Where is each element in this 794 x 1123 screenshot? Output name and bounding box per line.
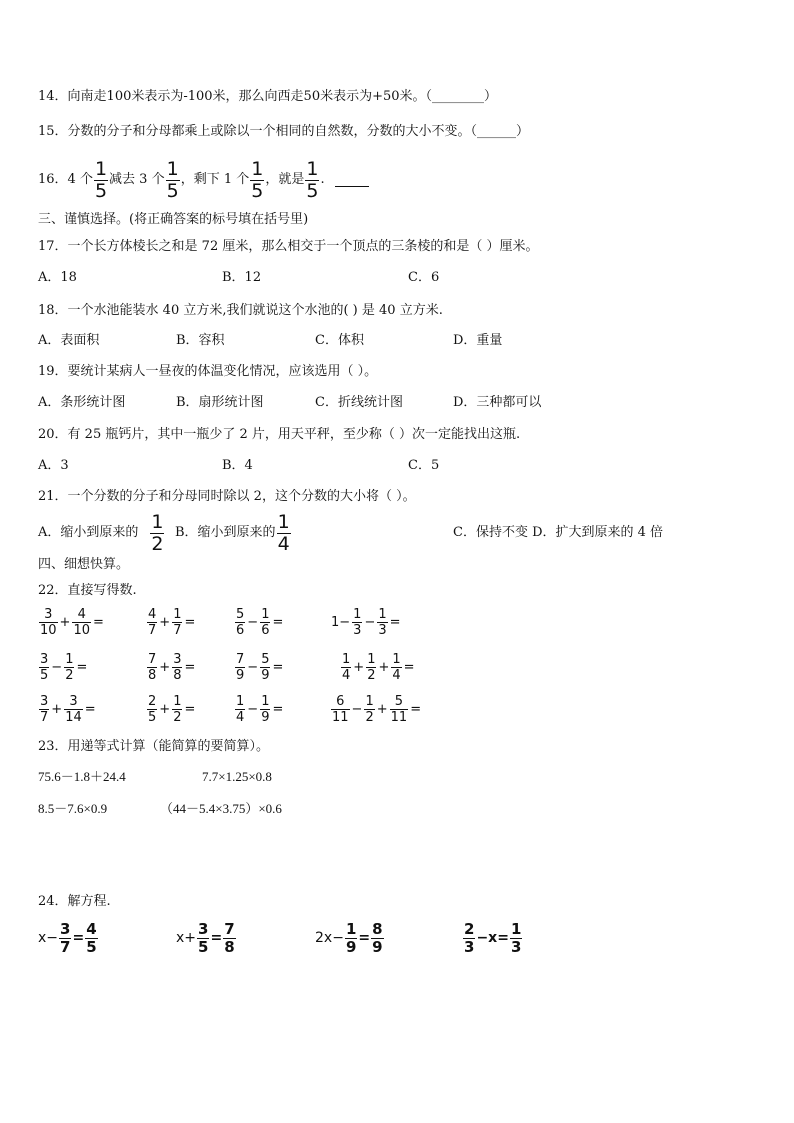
question-16 (38, 158, 369, 202)
operator: + (159, 701, 171, 717)
fraction: $\frac{3}{7}$ (60, 919, 71, 956)
q16-text-3: ，剩下 1 个 (180, 172, 250, 187)
fraction: $\frac{5}{9}$ (261, 651, 270, 683)
equals-sign: = (358, 930, 371, 946)
equation-lhs: x− (38, 930, 59, 946)
fraction: $\frac{1}{3}$ (510, 919, 522, 956)
fraction: $\frac{1}{5}$ (94, 157, 108, 202)
section-3-title: 三、谨慎选择。(将正确答案的标号填在括号里) (38, 212, 309, 227)
q19-option-a[interactable]: A．条形统计图 (38, 395, 126, 410)
fraction: $\frac{4}{10}$ (73, 606, 90, 638)
fraction: $\frac{1}{9}$ (345, 919, 357, 956)
fraction: $\frac{1}{6}$ (261, 606, 270, 638)
calc-problem (146, 604, 196, 640)
calc-problem (340, 649, 416, 685)
operator: = (272, 659, 284, 675)
q16-text-5: . (320, 172, 325, 187)
question-23-title: 23．用递等式计算（能简算的要简算）。 (38, 739, 270, 754)
operator: − (247, 701, 259, 717)
fraction: $\frac{3}{14}$ (65, 693, 82, 725)
fraction: $\frac{3}{8}$ (173, 651, 182, 683)
operator: = (76, 659, 88, 675)
q21-option-cd[interactable]: C．保持不变 D．扩大到原来的 4 倍 (453, 525, 664, 540)
calc-expression-1: 75.6－1.8＋24.4 (38, 769, 126, 784)
section-4-title: 四、细想快算。 (38, 557, 130, 572)
fraction: $\frac{5}{11}$ (390, 693, 408, 725)
fraction: $\frac{3}{7}$ (40, 693, 49, 725)
q17-option-c[interactable]: C．6 (408, 270, 440, 285)
fraction: $\frac{5}{6}$ (236, 606, 245, 638)
q17-option-b[interactable]: B．12 (222, 270, 262, 285)
question-24-title: 24．解方程. (38, 894, 111, 909)
fraction: $\frac{1}{7}$ (173, 606, 182, 638)
fraction: $\frac{1}{2}$ (65, 651, 74, 683)
fraction: $\frac{8}{9}$ (372, 919, 383, 956)
operator: + (51, 701, 63, 717)
fraction: $\frac{7}{8}$ (224, 919, 235, 956)
equation (176, 916, 237, 960)
equals-sign: = (72, 930, 85, 946)
operator: − (247, 659, 259, 675)
q18-option-a[interactable]: A．表面积 (38, 333, 100, 348)
q18-option-d[interactable]: D．重量 (453, 333, 503, 348)
operator: + (59, 614, 71, 630)
fraction: $\frac{6}{11}$ (332, 693, 349, 725)
calc-expression-3: 8.5－7.6×0.9 (38, 801, 108, 816)
q20-option-a[interactable]: A．3 (38, 458, 69, 473)
fraction: $\frac{7}{8}$ (148, 651, 157, 683)
operator: = (410, 701, 422, 717)
equals-sign: = (210, 930, 223, 946)
q21-option-b[interactable] (175, 512, 292, 554)
operator: + (376, 701, 388, 717)
calc-problem (38, 691, 97, 727)
operator: = (93, 614, 104, 630)
operator: = (184, 659, 196, 675)
operator: − (364, 614, 376, 630)
question-19: 19．要统计某病人一昼夜的体温变化情况，应该选用（ ）。 (38, 364, 378, 379)
calc-expression-2: 7.7×1.25×0.8 (202, 769, 272, 784)
calc-problem (146, 649, 196, 685)
calc-problem (330, 604, 402, 640)
operator: = (184, 614, 196, 630)
operator: + (353, 659, 365, 675)
q19-option-c[interactable]: C．折线统计图 (315, 395, 403, 410)
fraction: $\frac{2}{5}$ (148, 693, 157, 725)
fraction: $\frac{1}{9}$ (261, 693, 270, 725)
fraction: $\frac{2}{3}$ (464, 919, 475, 956)
fraction: $\frac{1}{5}$ (306, 157, 319, 202)
operator: − (51, 659, 63, 675)
q16-text-1: 4 个 (67, 172, 93, 187)
operator: = (84, 701, 96, 717)
fraction: $\frac{4}{5}$ (86, 919, 97, 956)
fraction: $\frac{4}{7}$ (148, 606, 157, 638)
calc-problem (38, 649, 88, 685)
option-b-text: B．缩小到原来的 (175, 525, 276, 540)
fraction: $\frac{1}{4}$ (236, 693, 245, 725)
q21-option-a[interactable] (38, 512, 165, 554)
operator: = (272, 701, 284, 717)
operator: − (351, 701, 363, 717)
operator: − (247, 614, 259, 630)
q18-option-b[interactable]: B．容积 (176, 333, 225, 348)
q19-option-b[interactable]: B．扇形统计图 (176, 395, 264, 410)
operator: + (159, 659, 171, 675)
operator: = (184, 701, 196, 717)
fraction: $\frac{1}{3}$ (378, 606, 387, 638)
question-20: 20．有 25 瓶钙片，其中一瓶少了 2 片，用天平秤，至少称（ ）次一定能找出这瓶. (38, 427, 521, 442)
operator: = (272, 614, 284, 630)
question-21: 21．一个分数的分子和分母同时除以 2，这个分数的大小将（ ）。 (38, 489, 416, 504)
q16-text-2: 减去 3 个 (109, 172, 165, 187)
question-14: 14．向南走100米表示为-100米，那么向西走50米表示为+50米。（________） (38, 89, 498, 104)
question-17: 17．一个长方体棱长之和是 72 厘米，那么相交于一个顶点的三条棱的和是（ ）厘米。 (38, 239, 539, 254)
operator: + (378, 659, 390, 675)
equals-sign: −x= (476, 930, 509, 946)
calc-problem (234, 649, 284, 685)
fraction: $\frac{1}{2}$ (151, 510, 164, 555)
question-18: 18．一个水池能装水 40 立方米,我们就说这个水池的( ) 是 40 立方米. (38, 303, 443, 318)
calc-problem (330, 691, 422, 727)
equation (462, 916, 523, 960)
equation (315, 916, 385, 960)
fraction: $\frac{1}{4}$ (342, 651, 351, 683)
answer-blank[interactable] (335, 174, 369, 187)
equation-lhs: x+ (176, 930, 197, 946)
calc-problem (234, 604, 284, 640)
fraction: $\frac{1}{2}$ (365, 693, 374, 725)
q16-text-4: ，就是 (265, 172, 305, 187)
fraction: $\frac{1}{5}$ (166, 157, 179, 202)
question-22-title: 22．直接写得数. (38, 583, 137, 598)
question-number: 16． (38, 172, 68, 187)
fraction: $\frac{1}{4}$ (392, 651, 401, 683)
equation (38, 916, 99, 960)
operator: + (159, 614, 171, 630)
fraction: $\frac{1}{3}$ (353, 606, 362, 638)
q18-option-c[interactable]: C．体积 (315, 333, 364, 348)
fraction: $\frac{3}{5}$ (40, 651, 49, 683)
calc-problem (234, 691, 284, 727)
calc-expression-4: （44－5.4×3.75）×0.6 (160, 801, 282, 816)
question-15: 15．分数的分子和分母都乘上或除以一个相同的自然数，分数的大小不变。（______） (38, 124, 530, 139)
equation-lhs: 2x− (315, 930, 344, 946)
q19-option-d[interactable]: D．三种都可以 (453, 395, 542, 410)
operator: 1− (331, 614, 351, 630)
fraction: $\frac{7}{9}$ (236, 651, 245, 683)
fraction: $\frac{1}{5}$ (251, 157, 264, 202)
q20-option-b[interactable]: B．4 (222, 458, 253, 473)
fraction: $\frac{1}{4}$ (277, 510, 290, 555)
q17-option-a[interactable]: A．18 (38, 270, 77, 285)
operator: = (403, 659, 415, 675)
calc-problem (146, 691, 196, 727)
fraction: $\frac{1}{2}$ (367, 651, 376, 683)
operator: = (389, 614, 401, 630)
fraction: $\frac{3}{5}$ (198, 919, 209, 956)
calc-problem (38, 604, 105, 640)
q20-option-c[interactable]: C．5 (408, 458, 440, 473)
option-a-text: A．缩小到原来的 (38, 525, 139, 540)
fraction: $\frac{1}{2}$ (173, 693, 182, 725)
fraction: $\frac{3}{10}$ (40, 606, 57, 638)
